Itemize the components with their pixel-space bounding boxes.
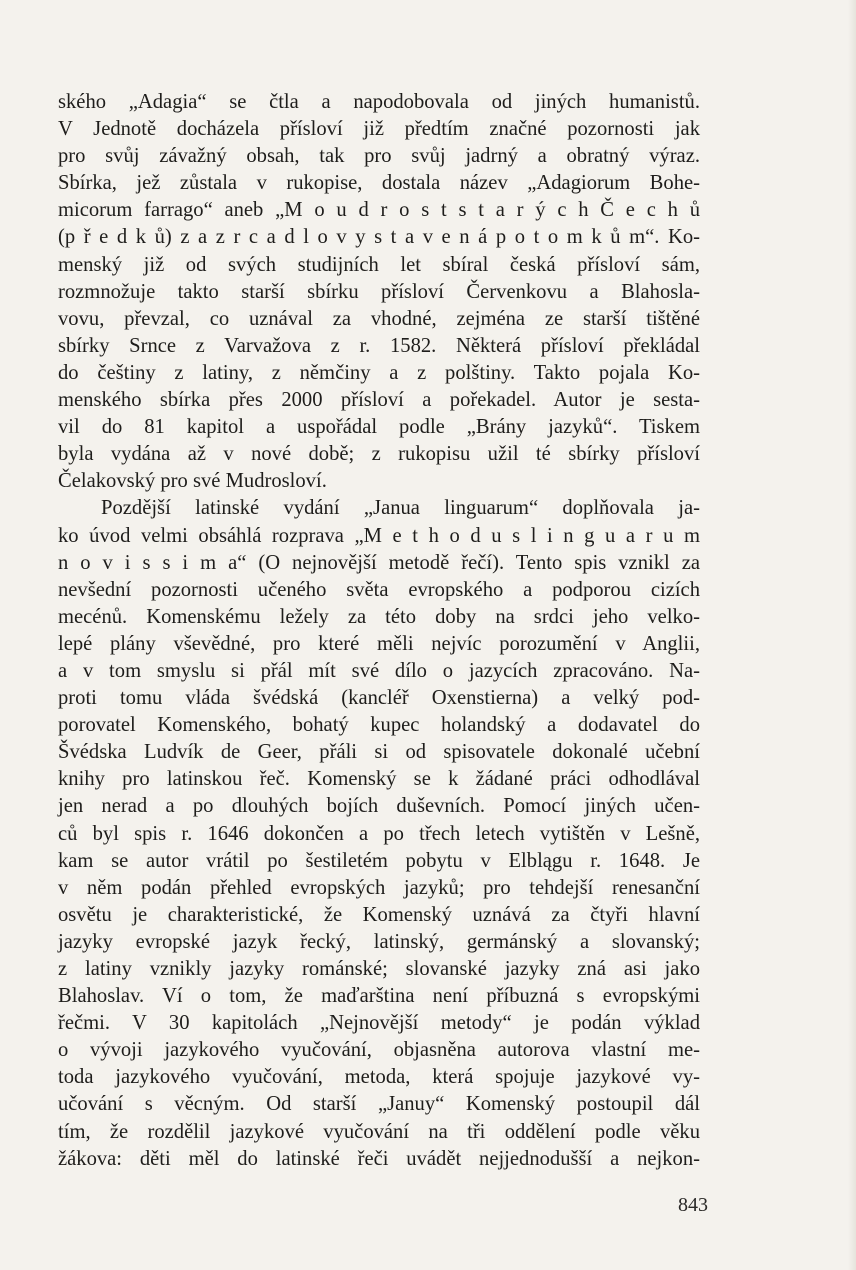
text-line: n o v i s s i m a“ (O nejnovější metodě řečí). Tento spis vznikl za (58, 551, 700, 574)
text-line: v něm podán přehled evropských jazyků; pro tehdejší renesanční (58, 876, 700, 899)
text-line: ského „Adagia“ se čtla a napodobovala od jiných humanistů. (58, 91, 700, 113)
text-line: učování s věcným. Od starší „Januy“ Komenský postoupil dál (58, 1093, 700, 1116)
text-line: menský již od svých studijních let sbíral česká přísloví sám, (58, 253, 700, 276)
text-line: pro svůj závažný obsah, tak pro svůj jadrný a obratný výraz. (58, 145, 700, 168)
text-line: (p ř e d k ů) z a z r c a d l o v y s t a v e n á p o t o m k ů m“. Ko- (58, 226, 700, 249)
text-line: menského sbírka přes 2000 přísloví a pořekadel. Autor je sesta- (58, 389, 700, 412)
text-line: toda jazykového vyučování, metoda, která spojuje jazykové vy- (58, 1066, 700, 1089)
text-line: tím, že rozdělil jazykové vyučování na tři oddělení podle věku (58, 1120, 700, 1143)
text-line: porovatel Komenského, bohatý kupec holandský a dodavatel do (58, 714, 700, 737)
text-line: vil do 81 kapitol a uspořádal podle „Brány jazyků“. Tiskem (58, 416, 700, 439)
text-line: sbírky Srnce z Varvažova z r. 1582. Některá přísloví překládal (58, 334, 700, 357)
body-text (58, 89, 700, 1173)
text-line: proti tomu vláda švédská (kancléř Oxenstierna) a velký pod- (58, 687, 700, 710)
text-line: Švédska Ludvík de Geer, přáli si od spisovatele dokonalé učební (58, 741, 700, 764)
text-line: řečmi. V 30 kapitolách „Nejnovější metody“ je podán výklad (58, 1012, 700, 1035)
text-line: lepé plány vševědné, pro které měli nejvíc porozumění v Anglii, (58, 632, 700, 655)
text-line: Sbírka, jež zůstala v rukopise, dostala název „Adagiorum Bohe- (58, 172, 700, 195)
paragraph-start-line: Pozdější latinské vydání „Janua linguarum“ doplňovala ja- (101, 497, 700, 520)
text-line: a v tom smyslu si přál mít své dílo o jazycích zpracováno. Na- (58, 659, 700, 682)
text-line: ko úvod velmi obsáhlá rozprava „M e t h o d u s l i n g u a r u m (58, 524, 700, 547)
text-line: do češtiny z latiny, z němčiny a z polštiny. Takto pojala Ko- (58, 361, 700, 384)
text-line: žákova: děti měl do latinské řeči uvádět nejjednodušší a nejkon- (58, 1147, 700, 1170)
text-line: vovu, převzal, co uznával za vhodné, zejména ze starší tištěné (58, 307, 700, 330)
text-line: V Jednotě docházela přísloví již předtím značné pozornosti jak (58, 118, 700, 141)
text-line: knihy pro latinskou řeč. Komenský se k žádané práci odhodlával (58, 768, 700, 791)
text-line: mecénů. Komenskému ležely za této doby na srdci jeho velko- (58, 605, 700, 628)
text-line: Blahoslav. Ví o tom, že maďarština není příbuzná s evropskými (58, 985, 700, 1008)
text-line: jen nerad a po dlouhých bojích duševních. Pomocí jiných učen- (58, 795, 700, 818)
text-line: ců byl spis r. 1646 dokončen a po třech letech vytištěn v Lešně, (58, 822, 700, 845)
text-line: micorum farrago“ aneb „M o u d r o s t s t a r ý c h Č e c h ů (58, 199, 700, 222)
paragraph-end-line: Čelakovský pro své Mudrosloví. (58, 470, 327, 493)
text-line: kam se autor vrátil po šestiletém pobytu v Elblągu r. 1648. Je (58, 849, 700, 872)
text-line: osvětu je charakteristické, že Komenský uznává za čtyři hlavní (58, 903, 700, 926)
text-line: byla vydána až v nové době; z rukopisu užil té sbírky přísloví (58, 443, 700, 466)
page-number: 843 (678, 1194, 708, 1216)
text-line: nevšední pozornosti učeného světa evropského a podporou cizích (58, 578, 700, 601)
page-edge (848, 0, 856, 1270)
text-line: jazyky evropské jazyk řecký, latinský, germánský a slovanský; (58, 930, 700, 953)
text-line: z latiny vznikly jazyky románské; slovanské jazyky zná asi jako (58, 958, 700, 980)
text-line: o vývoji jazykového vyučování, objasněna autorova vlastní me- (58, 1039, 700, 1062)
text-line: rozmnožuje takto starší sbírku přísloví Červenkovu a Blahosla- (58, 280, 700, 303)
